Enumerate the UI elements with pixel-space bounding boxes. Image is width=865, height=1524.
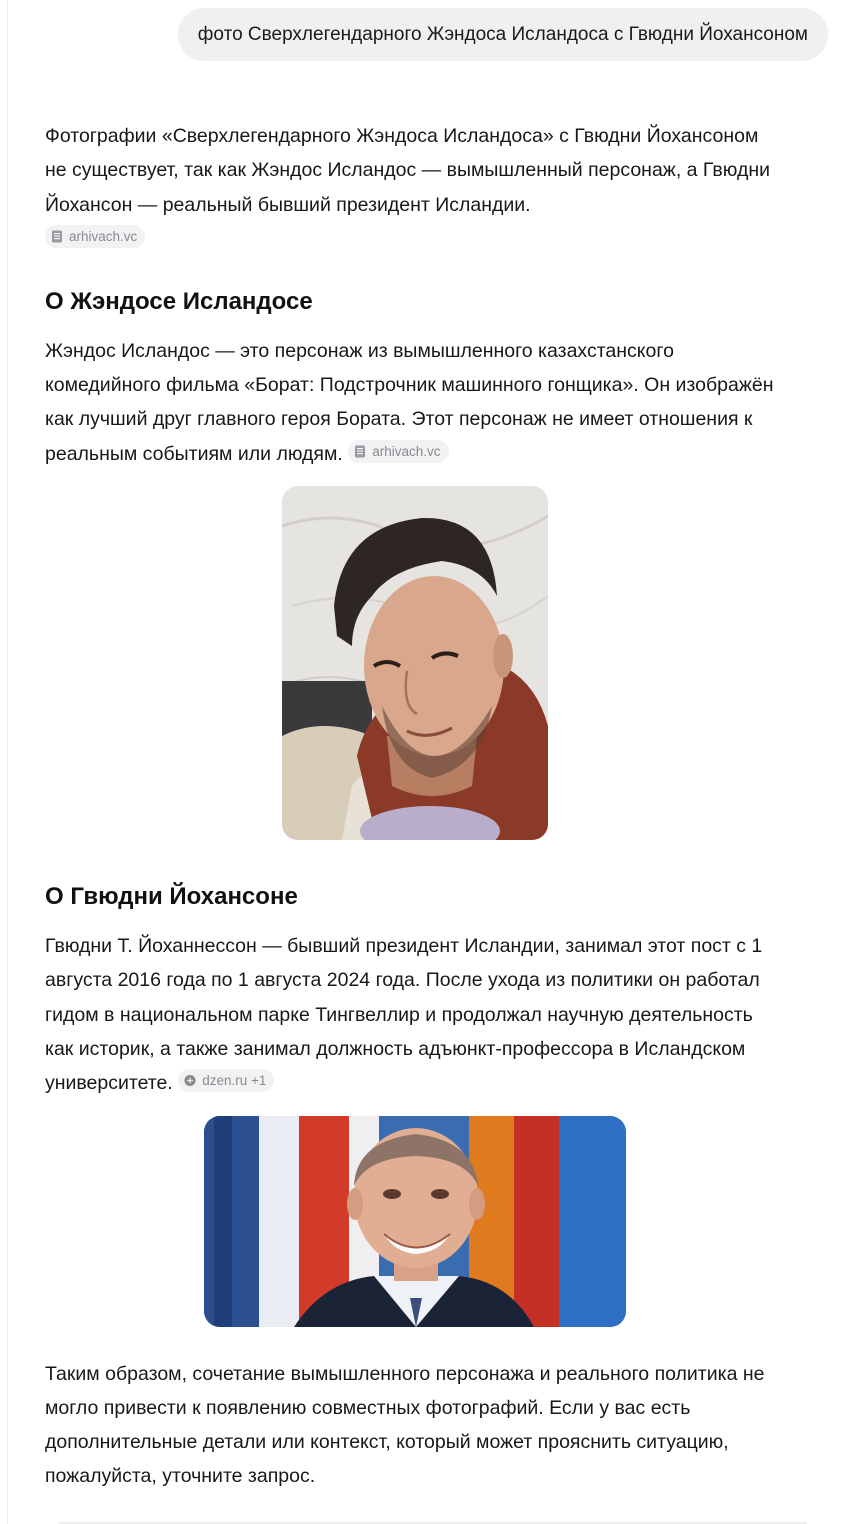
document-icon <box>354 445 366 458</box>
source-chip[interactable] <box>348 440 448 463</box>
photo-zhendos[interactable] <box>282 486 548 840</box>
source-chip-label: arhivach.vc <box>372 443 441 459</box>
plus-circle-icon <box>184 1074 196 1087</box>
intro-paragraph <box>45 119 785 222</box>
user-message-bubble <box>178 8 828 61</box>
user-message-text: фото Сверхлегендарного Жэндоса Исландоса с Гвюдни Йохансоном <box>197 23 808 45</box>
photo-zhendos-container <box>45 486 785 840</box>
photo-gudni-container <box>45 1116 785 1327</box>
source-chip[interactable] <box>178 1069 274 1092</box>
source-chip-label: arhivach.vc <box>69 228 138 244</box>
source-chip-label: dzen.ru +1 <box>202 1073 267 1089</box>
section-heading-zhendos: О Жэндосе Исландосе <box>45 287 313 315</box>
conclusion-paragraph <box>45 1357 785 1494</box>
intro-text: Фотографии «Сверхлегендарного Жэндоса Исландоса» с Гвюдни Йохансоном не существует, так как Жэндос Исландос — вымышленный персонаж, а Гвюдни Йохансон — реальный бывший президент Исландии. <box>45 125 770 216</box>
section-text-gudni-body: Гвюдни Т. Йоханнессон — бывший президент Исландии, занимал этот пост с 1 августа 2016 года по 1 августа 2024 года. После ухода из политики он работал гидом в национальном парке Тингвеллир и продолжал научную деятельность как историк, а также занимал должность адъюнкт-профессора в Исландском университете. <box>45 935 763 1095</box>
left-divider <box>7 0 8 1524</box>
section-text-zhendos-body: Жэндос Исландос — это персонаж из вымышленного казахстанского комедийного фильма «Борат: Подстрочник машинного гонщика». Он изображён как лучший друг главного героя Бората. Этот персонаж не имеет отношения к реальным событиям или людям. <box>45 339 774 465</box>
conclusion-text: Таким образом, сочетание вымышленного персонажа и реального политика не могло привести к появлению совместных фотографий. Если у вас есть дополнительные детали или контекст, который может прояснить ситуацию, пожалуйста, уточните запрос. <box>45 1362 765 1488</box>
section-text-zhendos <box>45 334 785 471</box>
source-chip[interactable] <box>45 225 145 248</box>
assistant-answer <box>45 119 785 1494</box>
document-icon <box>51 230 63 243</box>
section-text-gudni <box>45 929 785 1100</box>
section-heading-gudni: О Гвюдни Йохансоне <box>45 883 298 911</box>
photo-gudni[interactable] <box>204 1116 626 1327</box>
intro-source-row <box>45 225 785 250</box>
